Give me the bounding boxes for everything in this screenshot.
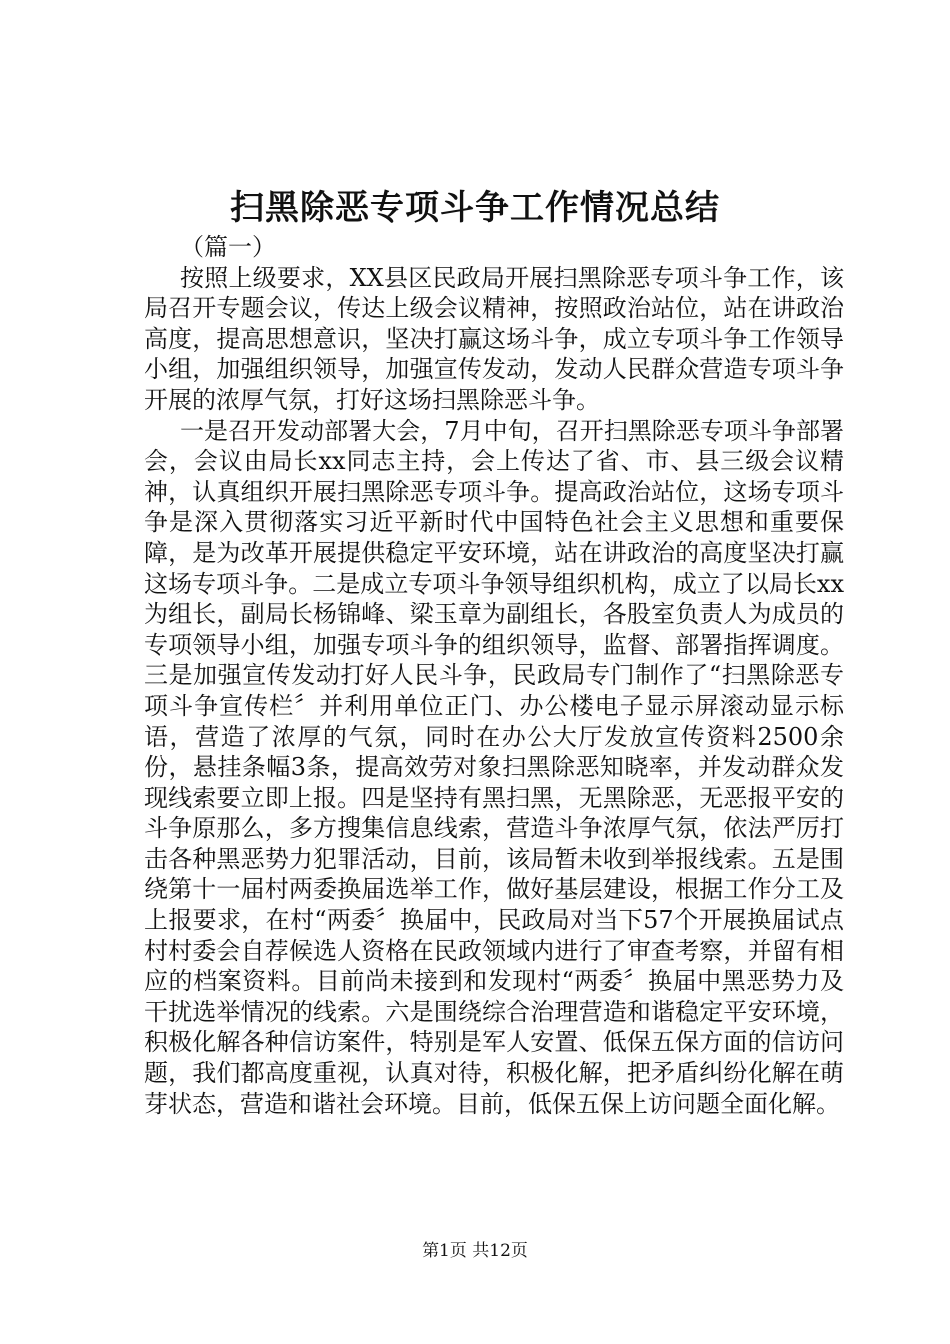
paragraph-intro: 按照上级要求，XX县区民政局开展扫黑除恶专项斗争工作，该局召开专题会议，传达上级会议精神，按照政治站位，站在讲政治高度，提高思想意识，坚决打赢这场斗争，成立专项斗争工作领导小组，加强组织领导，加强宣传发动，发动人民群众营造专项斗争开展的浓厚气氛，打好这场扫黑除恶斗争。 bbox=[144, 263, 844, 414]
section-label: （篇一） bbox=[180, 233, 276, 261]
document-body bbox=[144, 232, 844, 1119]
page-footer: 第1页 共12页 bbox=[422, 1241, 528, 1261]
paragraph-main: 一是召开发动部署大会，7月中旬，召开扫黑除恶专项斗争部署会，会议由局长xx同志主持，会上传达了省、市、县三级会议精神，认真组织开展扫黑除恶专项斗争。提高政治站位，这场专项斗争是深入贯彻落实习近平新时代中国特色社会主义思想和重要保障，是为改革开展提供稳定平安环境，站在讲政治的高度坚决打赢这场专项斗争。二是成立专项斗争领导组织机构，成立了以局长xx为组长，副局长杨锦峰、梁玉章为副组长，各股室负责人为成员的专项领导小组，加强专项斗争的组织领导，监督、部署指挥调度。三是加强宣传发动打好人民斗争，民政局专门制作了“扫黑除恶专项斗争宣传栏〞并利用单位正门、办公楼电子显示屏滚动显示标语，营造了浓厚的气氛，同时在办公大厅发放宣传资料2500余份，悬挂条幅3条，提高效劳对象扫黑除恶知晓率，并发动群众发现线索要立即上报。四是坚持有黑扫黑，无黑除恶，无恶报平安的斗争原那么，多方搜集信息线索，营造斗争浓厚气氛，依法严厉打击各种黑恶势力犯罪活动，目前，该局暂未收到举报线索。五是围绕第十一届村两委换届选举工作，做好基层建设，根据工作分工及上报要求，在村“两委〞换届中，民政局对当下57个开展换届试点村村委会自荐候选人资格在民政领域内进行了审查考察，并留有相应的档案资料。目前尚未接到和发现村“两委〞换届中黑恶势力及干扰选举情况的线索。六是围绕综合治理营造和谐稳定平安环境，积极化解各种信访案件，特别是军人安置、低保五保方面的信访问题，我们都高度重视，认真对待，积极化解，把矛盾纠纷化解在萌芽状态，营造和谐社会环境。目前，低保五保上访问题全面化解。 bbox=[144, 416, 844, 1118]
document-title: 扫黑除恶专项斗争工作情况总结 bbox=[230, 188, 720, 228]
